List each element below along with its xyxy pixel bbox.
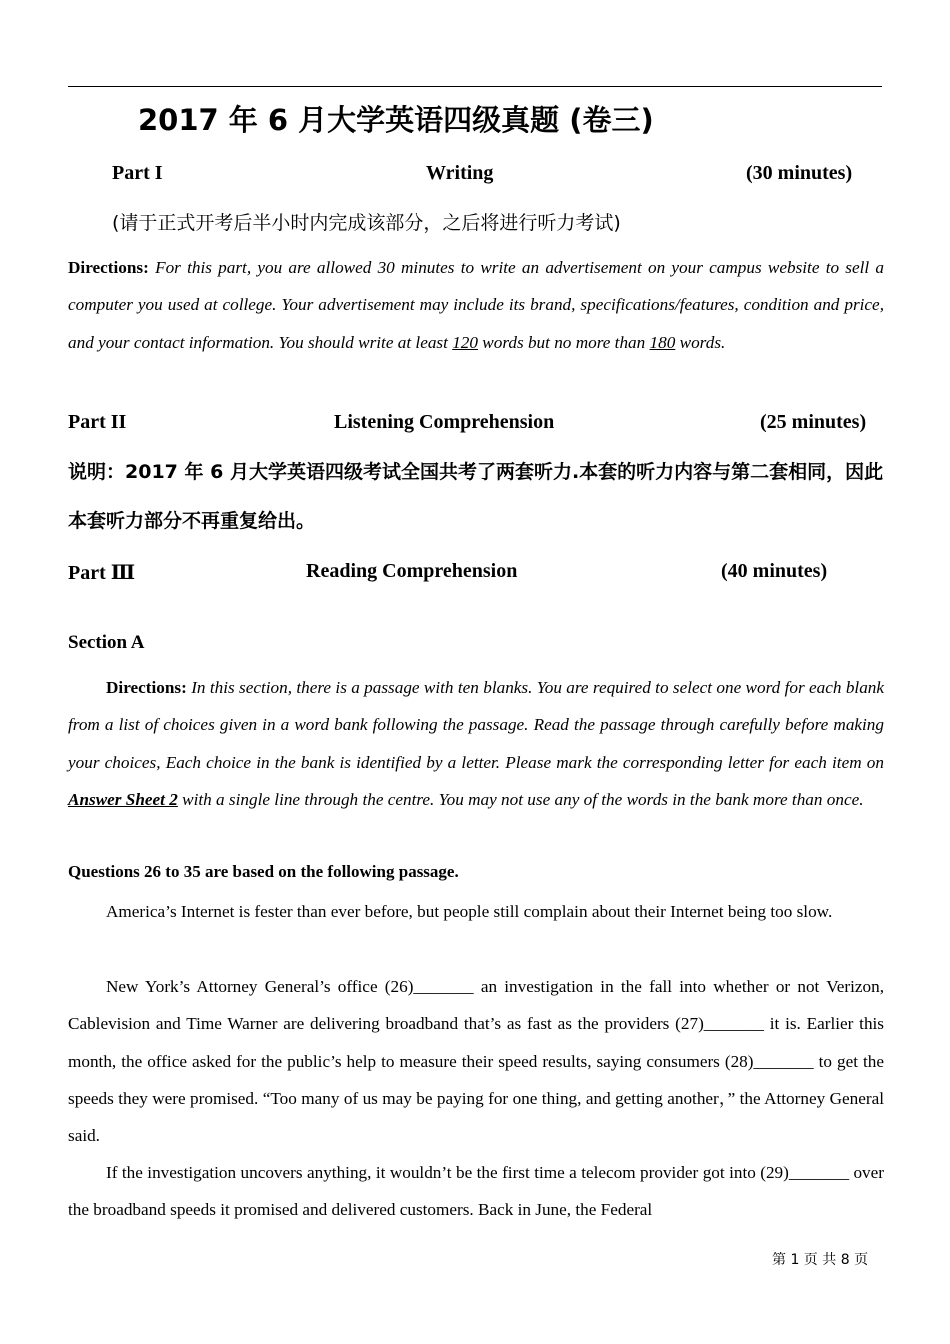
part1-label: Part I <box>112 162 163 184</box>
part3-name: Reading Comprehension <box>306 560 518 582</box>
part1-name: Writing <box>426 162 494 184</box>
part1-directions-label: Directions: <box>68 258 149 277</box>
part1-header <box>0 162 950 190</box>
part1-min-words: 120 <box>452 332 478 352</box>
section-a-heading: Section A <box>68 632 145 653</box>
part1-time: (30 minutes) <box>746 162 853 184</box>
part2-header <box>0 411 950 439</box>
part3-header <box>0 560 950 588</box>
passage-paragraph-3: If the investigation uncovers anything, it wouldn’t be the first time a telecom provider got into (29)_______ over the broadband speeds it promised and delivered customers. Back in June, the Federal <box>68 1163 884 1220</box>
page-number-footer: 第 1 页 共 8 页 <box>772 1252 869 1268</box>
part1-note: (请于正式开考后半小时内完成该部分，之后将进行听力考试) <box>112 212 621 234</box>
page-title: 2017 年 6 月大学英语四级真题 (卷三) <box>138 103 654 137</box>
part3-directions-text-b: with a single line through the centre. You may not use any of the words in the bank more than once. <box>182 789 864 809</box>
questions-heading: Questions 26 to 35 are based on the following passage. <box>68 862 459 881</box>
part3-time: (40 minutes) <box>721 560 828 582</box>
part3-directions-text-a: In this section, there is a passage with ten blanks. You are required to select one word for each blank from a list of choices given in a word bank following the passage. Read the passage through carefully before making your choices, Each choice in the bank is identified by a letter. Please mark the corresponding letter for each item on <box>68 678 885 772</box>
header-rule <box>68 86 882 87</box>
part2-note: 说明：2017 年 6 月大学英语四级考试全国共考了两套听力.本套的听力内容与第二套相同，因此本套听力部分不再重复给出。 <box>68 461 884 532</box>
part1-directions-text-a: For this part, you are allowed 30 minutes to write an advertisement on your campus website to sell a computer you used at college. Your advertisement may include its brand, specifications/features, condition and price, and your contact information. You should write at least <box>68 258 885 352</box>
part2-label: Part II <box>68 411 127 433</box>
part2-time: (25 minutes) <box>760 411 867 433</box>
part3-label: Part Ⅲ <box>68 562 136 584</box>
passage-paragraph-1: America’s Internet is fester than ever before, but people still complain about their Internet being too slow. <box>106 902 833 921</box>
part3-directions-label: Directions: <box>106 678 187 697</box>
part3-directions <box>68 669 884 818</box>
part1-directions-text-b: words but no more than <box>482 332 646 352</box>
part1-directions <box>68 249 884 361</box>
part1-directions-text-c: words. <box>679 332 726 352</box>
answer-sheet-ref: Answer Sheet 2 <box>68 789 178 809</box>
passage-paragraph-2: New York’s Attorney General’s office (26)_______ an investigation in the fall into whether or not Verizon, Cablevision and Time Warner are delivering broadband that’s as fast as the providers (27)_______ it is. Earlier this month, the office asked for the public’s help to measure their speed results, saying consumers (28)_______ to get the speeds they were promised. “Too many of us may be paying for one thing, and getting another，” the Attorney General said. <box>68 977 884 1146</box>
part2-name: Listening Comprehension <box>334 411 555 433</box>
part1-max-words: 180 <box>649 332 676 352</box>
